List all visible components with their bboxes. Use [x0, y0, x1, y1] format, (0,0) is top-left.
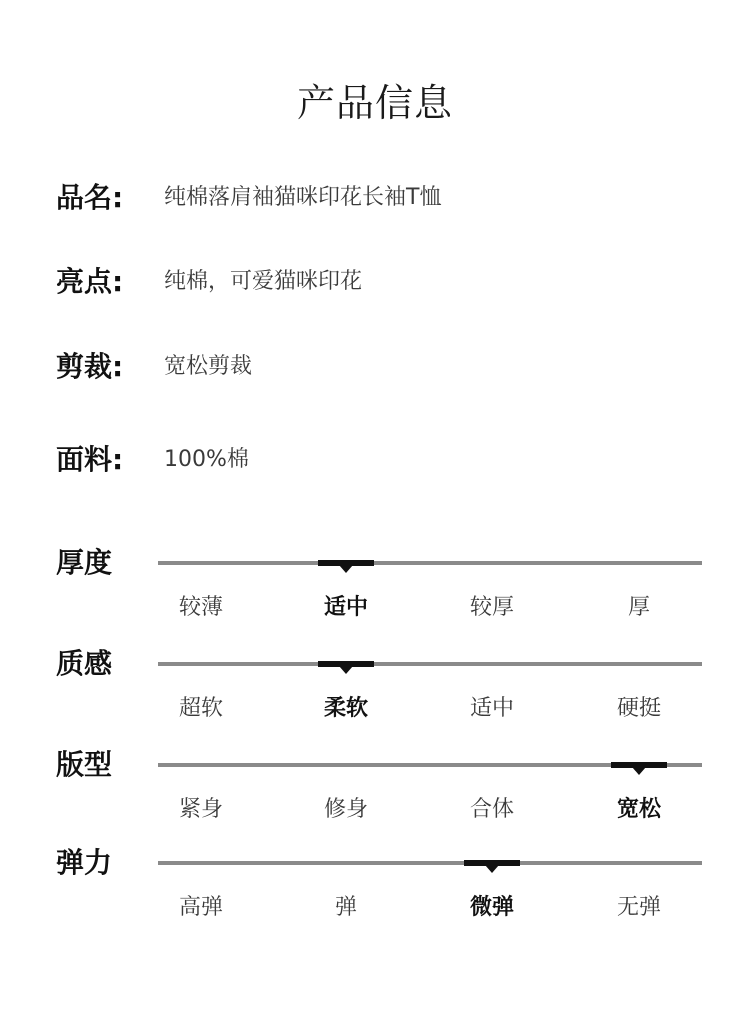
scale-title: 厚度	[56, 546, 113, 579]
scale-option: 宽松	[616, 797, 661, 822]
scale-marker	[464, 860, 520, 866]
scale-option: 较厚	[469, 595, 514, 620]
scale-option: 高弹	[178, 895, 223, 920]
info-label: 品名:	[56, 181, 124, 214]
info-row-cut	[56, 347, 716, 387]
scale-option: 合体	[469, 797, 514, 822]
scale-fit	[56, 745, 706, 835]
scale-option: 弹	[334, 895, 357, 920]
scale-thickness	[56, 543, 706, 633]
scale-texture	[56, 644, 706, 734]
scale-option: 紧身	[178, 797, 223, 822]
scale-option: 无弹	[616, 895, 661, 920]
scale-option: 适中	[469, 696, 514, 721]
scale-track	[158, 861, 702, 865]
info-row-highlight	[56, 262, 716, 302]
scale-track	[158, 763, 702, 767]
info-label: 剪裁:	[56, 350, 124, 383]
scale-marker	[318, 560, 374, 566]
info-value: 宽松剪裁	[164, 354, 253, 379]
scale-track	[158, 561, 702, 565]
scale-elasticity	[56, 843, 706, 933]
info-row-name	[56, 178, 716, 218]
scale-title: 版型	[56, 748, 113, 781]
info-label: 面料:	[56, 443, 124, 476]
scale-option: 微弹	[469, 895, 514, 920]
info-value: 100%棉	[164, 447, 249, 472]
scale-title: 弹力	[56, 846, 113, 879]
scale-marker	[611, 762, 667, 768]
scale-option: 超软	[178, 696, 223, 721]
scale-title: 质感	[56, 647, 113, 680]
scale-option: 修身	[323, 797, 368, 822]
scale-marker	[318, 661, 374, 667]
info-value: 纯棉，可爱猫咪印花	[164, 269, 363, 294]
scale-option: 适中	[323, 595, 368, 620]
scale-track	[158, 662, 702, 666]
scale-option: 较薄	[178, 595, 223, 620]
scale-option: 柔软	[323, 696, 368, 721]
info-label: 亮点:	[56, 265, 124, 298]
scale-option: 厚	[627, 595, 650, 620]
info-value: 纯棉落肩袖猫咪印花长袖T恤	[164, 185, 442, 210]
page-title: 产品信息	[296, 81, 453, 125]
info-row-fabric	[56, 440, 716, 480]
scale-option: 硬挺	[616, 696, 661, 721]
